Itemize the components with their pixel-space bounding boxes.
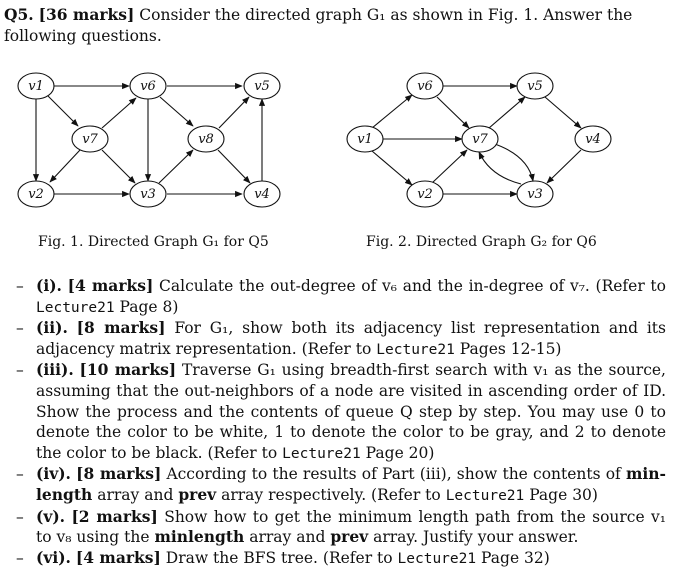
edge2-v2-v7 bbox=[432, 150, 467, 183]
edge2-v5-v4 bbox=[545, 97, 581, 128]
figure2-caption: Fig. 2. Directed Graph G₂ for Q6 bbox=[366, 234, 597, 250]
figure1-caption: Fig. 1. Directed Graph G₁ for Q5 bbox=[38, 234, 269, 250]
edge-v3-v8 bbox=[159, 150, 193, 183]
edge-v8-v5 bbox=[219, 97, 249, 128]
edge-v7-v6 bbox=[102, 98, 136, 128]
label-v6: v6 bbox=[140, 79, 156, 94]
question-text: Consider the directed graph G₁ as shown in Fig. 1. Answer the following questions. bbox=[4, 6, 633, 45]
graph-figures bbox=[0, 0, 673, 260]
edge-v8-v4 bbox=[218, 150, 250, 183]
edge2-v1-v6 bbox=[372, 95, 412, 128]
task-item: – (vi). [4 marks] Draw the BFS tree. (Refer to Lecture21 Page 32) bbox=[16, 547, 550, 567]
edge-v6-v8 bbox=[160, 97, 193, 126]
question-number: Q5. bbox=[4, 5, 34, 24]
task-item: – (ii). [8 marks] For G₁, show both its adjacency list representation and its adjacency matrix representation. (Refer to Lecture21 Pages 12-15) bbox=[16, 318, 666, 358]
edge2-v3-v7-b bbox=[479, 152, 521, 184]
label-v5: v5 bbox=[254, 79, 270, 94]
edge2-v1-v2 bbox=[372, 151, 412, 185]
task-list bbox=[6, 276, 666, 569]
label-v7: v7 bbox=[82, 132, 98, 147]
task-item: – (iii). [10 marks] Traverse G₁ using breadth-first search with v₁ as the source, assuming that the out-neighbors of a node are visited in ascending order of ID. Show the process and the contents of queue Q step by step. You may use 0 to denote the color to be white, 1 to denote the color to be gray, and 2 to denote the color to be black. (Refer to Lecture21 Page 20) bbox=[16, 360, 666, 462]
label2-v7: v7 bbox=[472, 132, 488, 147]
edge2-v7-v5 bbox=[489, 97, 525, 128]
label-v4: v4 bbox=[254, 187, 270, 202]
edge2-v6-v7 bbox=[437, 97, 469, 128]
label-v8: v8 bbox=[198, 132, 214, 147]
edge2-v7-v3-a bbox=[492, 143, 533, 181]
figure1-edges bbox=[36, 86, 262, 194]
edge2-v4-v3 bbox=[547, 150, 581, 183]
figure2-labels bbox=[357, 79, 601, 202]
label2-v4: v4 bbox=[585, 132, 601, 147]
label-v1: v1 bbox=[28, 79, 44, 94]
question-marks: [36 marks] bbox=[38, 5, 135, 24]
label-v3: v3 bbox=[140, 187, 156, 202]
task-item: – (iv). [8 marks] According to the results of Part (iii), show the contents of min-length array and prev array respectively. (Refer to Lecture21 Page 30) bbox=[16, 464, 666, 504]
task-item: – (v). [2 marks] Show how to get the minimum length path from the source v₁ to v₈ using the minlength array and prev array. Justify your answer. bbox=[16, 506, 666, 547]
edge-v7-v3 bbox=[102, 150, 135, 183]
label2-v1: v1 bbox=[357, 132, 373, 147]
label-v2: v2 bbox=[28, 187, 44, 202]
label2-v6: v6 bbox=[417, 79, 433, 94]
edge-v7-v2 bbox=[50, 150, 80, 182]
label2-v5: v5 bbox=[527, 79, 543, 94]
label2-v3: v3 bbox=[527, 187, 543, 202]
edge-v1-v7 bbox=[48, 96, 78, 126]
task-item: – (i). [4 marks] Calculate the out-degree of v₆ and the in-degree of v₇. (Refer to Lecture21 Page 8) bbox=[16, 276, 666, 316]
label2-v2: v2 bbox=[417, 187, 433, 202]
